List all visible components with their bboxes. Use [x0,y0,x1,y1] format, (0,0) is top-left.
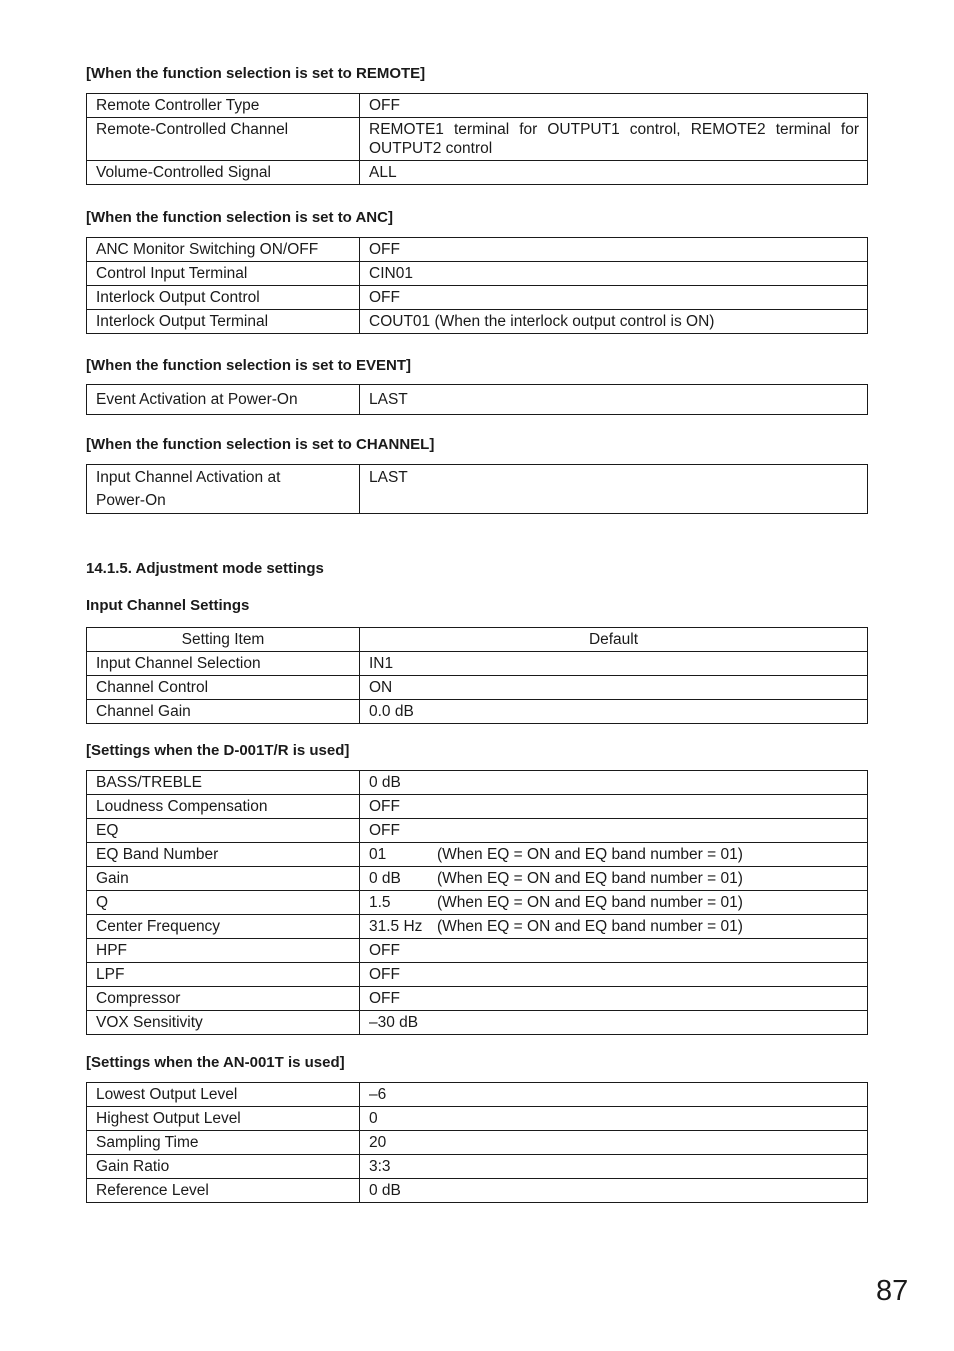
d001-table [86,770,868,1035]
value-text: OFF [369,966,400,983]
table-header-row [87,628,868,652]
value-text: OFF [369,822,400,839]
table-row [87,262,868,286]
value-text: 0 dB [369,774,401,791]
setting-value [360,963,868,987]
setting-value: OFF [360,94,868,118]
setting-item-line: Power-On [96,492,166,509]
table-row [87,652,868,676]
setting-value: REMOTE1 terminal for OUTPUT1 control, REMOTE2 terminal for OUTPUT2 control [360,118,868,161]
remote-heading: [When the function selection is set to REMOTE] [86,65,426,82]
anc-heading: [When the function selection is set to ANC] [86,209,393,226]
setting-value [360,891,868,915]
table-row [87,1083,868,1107]
setting-value: 20 [360,1131,868,1155]
setting-item: Channel Gain [87,700,360,724]
setting-value: LAST [360,385,868,415]
table-row [87,161,868,185]
table-row [87,795,868,819]
setting-item: BASS/TREBLE [87,771,360,795]
value-note: (When EQ = ON and EQ band number = 01) [437,918,743,935]
event-heading: [When the function selection is set to EVENT] [86,357,412,374]
setting-item: EQ [87,819,360,843]
setting-item [87,465,360,514]
value-note: (When EQ = ON and EQ band number = 01) [437,870,743,887]
value-text: OFF [369,798,400,815]
setting-item: Channel Control [87,676,360,700]
table-row [87,465,868,514]
setting-item: Lowest Output Level [87,1083,360,1107]
setting-value: 0 [360,1107,868,1131]
table-row [87,963,868,987]
setting-item: LPF [87,963,360,987]
setting-item: Q [87,891,360,915]
section-title: 14.1.5. Adjustment mode settings [86,560,324,577]
setting-item: Loudness Compensation [87,795,360,819]
setting-value: COUT01 (When the interlock output control is ON) [360,310,868,334]
table-row [87,700,868,724]
table-row [87,118,868,161]
table-row [87,915,868,939]
setting-item: Volume-Controlled Signal [87,161,360,185]
setting-item: Control Input Terminal [87,262,360,286]
setting-value [360,819,868,843]
table-row [87,843,868,867]
setting-value: –6 [360,1083,868,1107]
setting-value [360,987,868,1011]
table-row [87,1107,868,1131]
table-row [87,1131,868,1155]
channel-heading: [When the function selection is set to CHANNEL] [86,436,435,453]
remote-table [86,93,868,185]
setting-item: Reference Level [87,1179,360,1203]
setting-value: ALL [360,161,868,185]
input-channel-table [86,627,868,724]
input-channel-heading: Input Channel Settings [86,597,250,614]
setting-value [360,1011,868,1035]
table-row [87,771,868,795]
an001-heading: [Settings when the AN-001T is used] [86,1054,345,1071]
table-row [87,238,868,262]
d001-heading: [Settings when the D-001T/R is used] [86,742,350,759]
table-row [87,1155,868,1179]
setting-item-line: Input Channel Activation at [96,469,281,486]
value-text: 01 [369,846,387,863]
table-row [87,94,868,118]
table-row [87,385,868,415]
setting-item: Highest Output Level [87,1107,360,1131]
an001-table [86,1082,868,1203]
setting-value [360,915,868,939]
setting-value: LAST [360,465,868,514]
table-row [87,286,868,310]
setting-value: CIN01 [360,262,868,286]
setting-item: Event Activation at Power-On [87,385,360,415]
column-header-setting-item: Setting Item [87,628,360,652]
setting-item: VOX Sensitivity [87,1011,360,1035]
setting-item: EQ Band Number [87,843,360,867]
value-note: (When EQ = ON and EQ band number = 01) [437,894,743,911]
setting-item: Center Frequency [87,915,360,939]
setting-item: Interlock Output Terminal [87,310,360,334]
setting-value: OFF [360,238,868,262]
table-row [87,867,868,891]
setting-item: Input Channel Selection [87,652,360,676]
table-row [87,819,868,843]
setting-value: 0.0 dB [360,700,868,724]
table-row [87,987,868,1011]
setting-item: Interlock Output Control [87,286,360,310]
setting-value [360,939,868,963]
setting-value: 3:3 [360,1155,868,1179]
setting-item: Compressor [87,987,360,1011]
setting-value: OFF [360,286,868,310]
table-row [87,676,868,700]
page-number: 87 [876,1275,909,1307]
setting-value: IN1 [360,652,868,676]
value-text: OFF [369,990,400,1007]
setting-item: Remote Controller Type [87,94,360,118]
setting-item: Gain [87,867,360,891]
table-row [87,310,868,334]
setting-value [360,795,868,819]
setting-item: Remote-Controlled Channel [87,118,360,161]
value-text: 31.5 Hz [369,918,423,935]
value-text: –30 dB [369,1014,419,1031]
value-note: (When EQ = ON and EQ band number = 01) [437,846,743,863]
column-header-default: Default [360,628,868,652]
setting-item: Gain Ratio [87,1155,360,1179]
setting-value: 0 dB [360,1179,868,1203]
value-text: OFF [369,942,400,959]
event-table [86,384,868,415]
table-row [87,939,868,963]
setting-item: HPF [87,939,360,963]
setting-value [360,771,868,795]
table-row [87,1011,868,1035]
setting-item: ANC Monitor Switching ON/OFF [87,238,360,262]
setting-value [360,843,868,867]
value-text: 1.5 [369,894,391,911]
anc-table [86,237,868,334]
table-row [87,1179,868,1203]
channel-table [86,464,868,514]
value-text: 0 dB [369,870,401,887]
setting-item: Sampling Time [87,1131,360,1155]
setting-value [360,867,868,891]
setting-value: ON [360,676,868,700]
table-row [87,891,868,915]
